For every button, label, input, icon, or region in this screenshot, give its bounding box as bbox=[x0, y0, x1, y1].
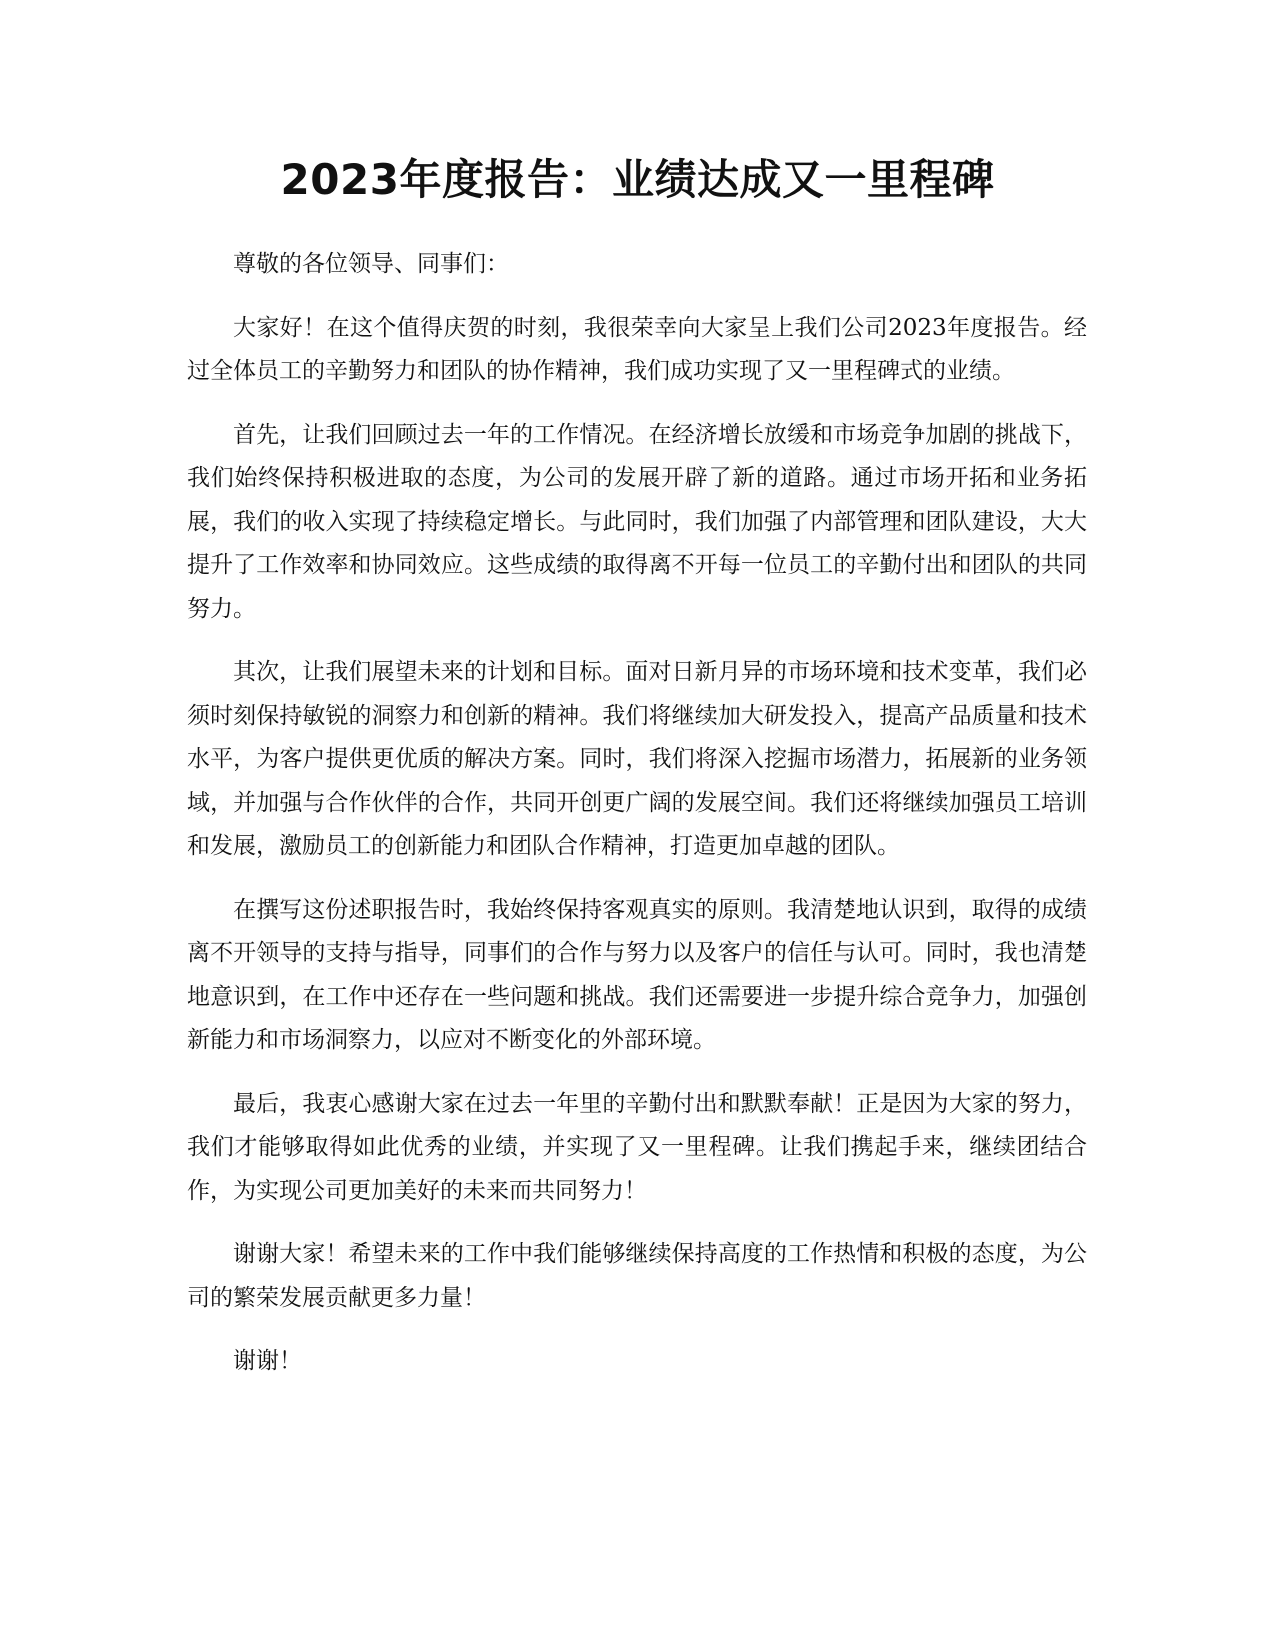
greeting-paragraph: 大家好！在这个值得庆贺的时刻，我很荣幸向大家呈上我们公司2023年度报告。经过全体员工的辛勤努力和团队的协作精神，我们成功实现了又一里程碑式的业绩。 bbox=[187, 314, 1087, 384]
closing-paragraph: 谢谢大家！希望未来的工作中我们能够继续保持高度的工作热情和积极的态度，为公司的繁荣发展贡献更多力量！ bbox=[187, 1241, 1087, 1311]
document-title: 2023年度报告：业绩达成又一里程碑 bbox=[280, 155, 995, 204]
salutation-paragraph: 尊敬的各位领导、同事们： bbox=[233, 251, 509, 277]
outlook-paragraph: 其次，让我们展望未来的计划和目标。面对日新月异的市场环境和技术变革，我们必须时刻保持敏锐的洞察力和创新的精神。我们将继续加大研发投入，提高产品质量和技术水平，为客户提供更优质的解决方案。同时，我们将深入挖掘市场潜力，拓展新的业务领域，并加强与合作伙伴的合作，共同开创更广阔的发展空间。我们还将继续加强员工培训和发展，激励员工的创新能力和团队合作精神，打造更加卓越的团队。 bbox=[187, 659, 1087, 859]
document-body bbox=[187, 243, 1087, 1404]
review-paragraph: 首先，让我们回顾过去一年的工作情况。在经济增长放缓和市场竞争加剧的挑战下，我们始终保持积极进取的态度，为公司的发展开辟了新的道路。通过市场开拓和业务拓展，我们的收入实现了持续稳定增长。与此同时，我们加强了内部管理和团队建设，大大提升了工作效率和协同效应。这些成绩的取得离不开每一位员工的辛勤付出和团队的共同努力。 bbox=[187, 421, 1087, 622]
thanks-paragraph: 谢谢！ bbox=[233, 1348, 302, 1374]
gratitude-paragraph: 最后，我衷心感谢大家在过去一年里的辛勤付出和默默奉献！正是因为大家的努力，我们才能够取得如此优秀的业绩，并实现了又一里程碑。让我们携起手来，继续团结合作，为实现公司更加美好的未来而共同努力！ bbox=[187, 1090, 1087, 1204]
reflection-paragraph: 在撰写这份述职报告时，我始终保持客观真实的原则。我清楚地认识到，取得的成绩离不开领导的支持与指导，同事们的合作与努力以及客户的信任与认可。同时，我也清楚地意识到，在工作中还存在一些问题和挑战。我们还需要进一步提升综合竞争力，加强创新能力和市场洞察力，以应对不断变化的外部环境。 bbox=[187, 896, 1087, 1053]
